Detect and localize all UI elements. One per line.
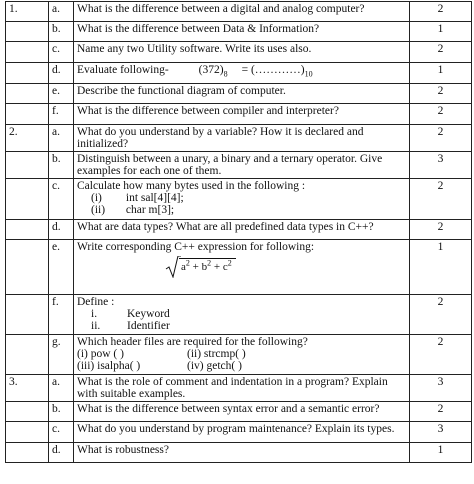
table-row: [6, 402, 472, 422]
question-text: What do you understand by a variable? How it is declared and initialized?: [74, 125, 410, 152]
question-text: What is the role of comment and indentation in a program? Explain with suitable examples.: [74, 375, 410, 402]
subquestion-label: d.: [49, 63, 74, 84]
question-number: [6, 295, 49, 335]
question-text: What is the difference between syntax error and a semantic error?: [74, 402, 410, 422]
evaluate-label: Evaluate following-: [77, 64, 169, 76]
marks-value: 2: [410, 295, 472, 335]
table-row: [6, 125, 472, 152]
question-number: [6, 104, 49, 125]
subquestion-label: d.: [49, 443, 74, 463]
table-row: [6, 63, 472, 84]
table-row: [6, 22, 472, 42]
table-row: [6, 295, 472, 335]
question-number: [6, 335, 49, 375]
function-item: (iv) getch( ): [187, 360, 242, 372]
definition-key: ii.: [91, 320, 101, 332]
subquestion-label: e.: [49, 240, 74, 295]
subquestion-label: a.: [49, 375, 74, 402]
question-text: [74, 179, 410, 220]
marks-value: 2: [410, 125, 472, 152]
function-item: (ii) strcmp( ): [187, 348, 246, 360]
question-text: Distinguish between a unary, a binary and a ternary operator. Give examples for each one of them.: [74, 152, 410, 179]
definition-key: i.: [91, 308, 98, 320]
subquestion-label: b.: [49, 152, 74, 179]
question-number: [6, 42, 49, 63]
question-number: [6, 84, 49, 104]
subquestion-label: a.: [49, 125, 74, 152]
table-row: [6, 443, 472, 463]
question-text: What are data types? What are all predefined data types in C++?: [74, 220, 410, 240]
marks-value: 1: [410, 63, 472, 84]
marks-value: 2: [410, 2, 472, 22]
question-text: [74, 295, 410, 335]
table-row: [6, 375, 472, 402]
table-row: [6, 179, 472, 220]
function-item: (i) pow ( ): [77, 348, 124, 360]
question-text: What is robustness?: [74, 443, 410, 463]
subquestion-label: c.: [49, 422, 74, 443]
marks-value: 2: [410, 179, 472, 220]
table-row: [6, 42, 472, 63]
question-number: 3.: [6, 375, 49, 402]
sqrt-expression: [165, 258, 236, 276]
question-text: Name any two Utility software. Write its uses also.: [74, 42, 410, 63]
table-row: [6, 220, 472, 240]
function-pair: [77, 360, 406, 372]
question-number: 2.: [6, 125, 49, 152]
marks-value: 2: [410, 84, 472, 104]
question-number: 1.: [6, 2, 49, 22]
question-number: [6, 179, 49, 220]
expression-terms: $a^2 + b^2 + c^2$: [179, 258, 236, 273]
marks-value: 1: [410, 22, 472, 42]
option-value: int sal[4][4];: [125, 192, 184, 204]
subquestion-label: d.: [49, 220, 74, 240]
decimal-blank: = (…………): [241, 64, 305, 76]
question-text: [74, 240, 410, 295]
option-key: (i): [91, 192, 102, 204]
question-prompt: Calculate how many bytes used in the following :: [77, 180, 306, 192]
marks-value: 3: [410, 422, 472, 443]
marks-value: 2: [410, 42, 472, 63]
question-number: [6, 220, 49, 240]
subquestion-label: b.: [49, 402, 74, 422]
definition-term: Identifier: [127, 320, 170, 332]
question-number: [6, 152, 49, 179]
question-number: [6, 422, 49, 443]
question-prompt: Define :: [77, 296, 115, 308]
table-row: [6, 152, 472, 179]
option-item: [77, 192, 406, 204]
marks-value: 2: [410, 104, 472, 125]
subquestion-label: b.: [49, 22, 74, 42]
option-item: [77, 204, 406, 216]
octal-number: (372): [198, 64, 224, 76]
question-number: [6, 443, 49, 463]
question-text: What is the difference between Data & Information?: [74, 22, 410, 42]
subquestion-label: c.: [49, 42, 74, 63]
subquestion-label: f.: [49, 104, 74, 125]
definition-item: [77, 320, 406, 332]
marks-value: 2: [410, 335, 472, 375]
option-key: (ii): [91, 204, 106, 216]
marks-value: 3: [410, 375, 472, 402]
marks-value: 2: [410, 402, 472, 422]
question-text: What is the difference between compiler and interpreter?: [74, 104, 410, 125]
question-text: What do you understand by program maintenance? Explain its types.: [74, 422, 410, 443]
marks-value: 1: [410, 240, 472, 295]
radical-sign-icon: [165, 256, 181, 278]
subquestion-label: e.: [49, 84, 74, 104]
question-text: [74, 63, 410, 84]
question-text: What is the difference between a digital and analog computer?: [74, 2, 410, 22]
octal-base: 8: [223, 69, 228, 79]
table-row: [6, 240, 472, 295]
subquestion-label: c.: [49, 179, 74, 220]
definition-term: Keyword: [127, 308, 170, 320]
table-row: [6, 104, 472, 125]
marks-value: 3: [410, 152, 472, 179]
table-row: [6, 84, 472, 104]
definition-item: [77, 308, 406, 320]
question-table: [5, 1, 472, 463]
question-number: [6, 63, 49, 84]
question-text: [74, 335, 410, 375]
marks-value: 2: [410, 220, 472, 240]
question-number: [6, 402, 49, 422]
subquestion-label: a.: [49, 2, 74, 22]
function-item: (iii) isalpha( ): [77, 360, 141, 372]
table-row: [6, 422, 472, 443]
decimal-base: 10: [304, 69, 313, 79]
question-prompt: Write corresponding C++ expression for following:: [77, 241, 315, 253]
question-number: [6, 22, 49, 42]
question-text: Describe the functional diagram of computer.: [74, 84, 410, 104]
marks-value: 1: [410, 443, 472, 463]
function-pair: [77, 348, 406, 360]
table-row: [6, 335, 472, 375]
option-value: char m[3];: [125, 204, 175, 216]
table-row: [6, 2, 472, 22]
question-number: [6, 240, 49, 295]
subquestion-label: g.: [49, 335, 74, 375]
question-prompt: Which header files are required for the following?: [77, 336, 308, 348]
subquestion-label: f.: [49, 295, 74, 335]
